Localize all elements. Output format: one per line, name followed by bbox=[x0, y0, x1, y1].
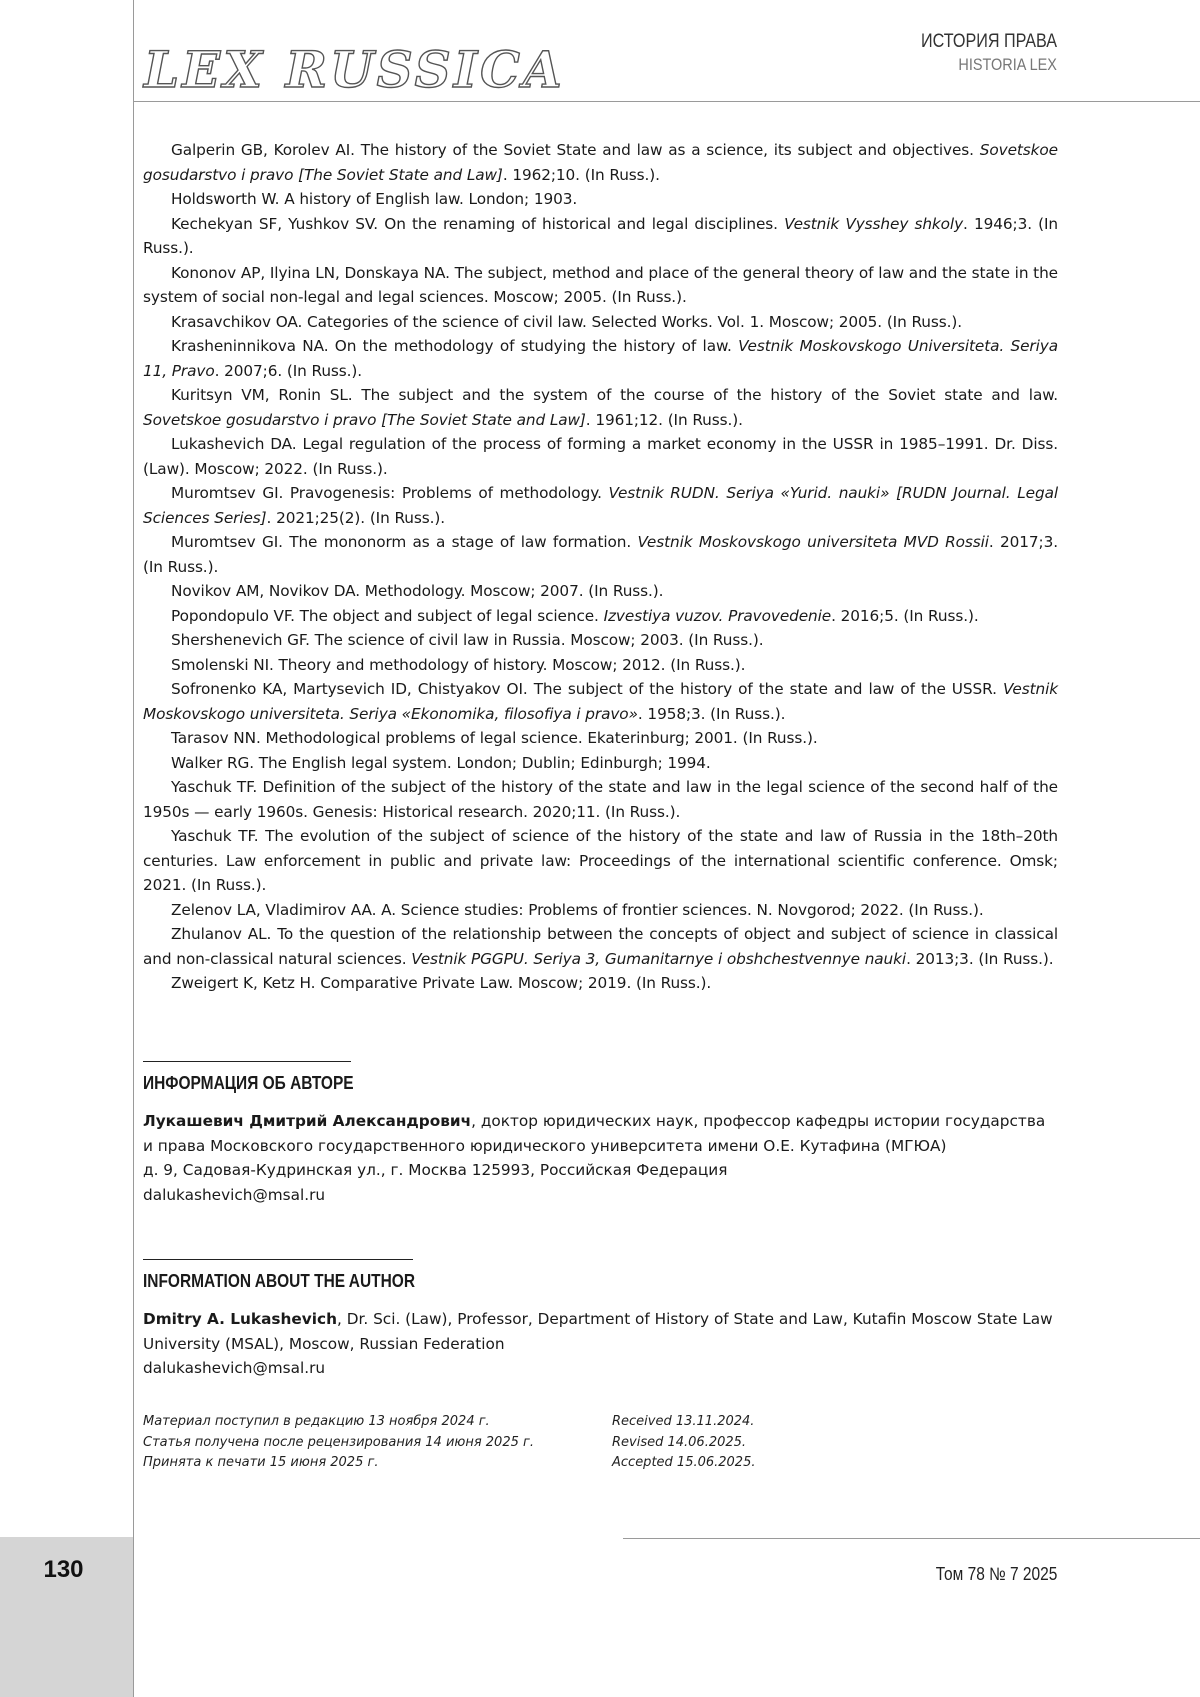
author-info-title-ru: ИНФОРМАЦИЯ ОБ АВТОРЕ bbox=[143, 1073, 354, 1093]
reference-text: Shershenevich GF. The science of civil law in Russia. Moscow; 2003. (In Russ.). bbox=[171, 631, 764, 649]
reference-text: . 1961;12. (In Russ.). bbox=[585, 410, 743, 429]
header-rule bbox=[133, 101, 1200, 102]
reference-item bbox=[143, 775, 1058, 824]
reference-item bbox=[143, 751, 1058, 776]
reference-item bbox=[143, 187, 1058, 212]
reference-source: Vestnik Moskovskogo universiteta MVD Rossii bbox=[637, 533, 989, 551]
author-address-ru: д. 9, Садовая-Кудринская ул., г. Москва 125993, Российская Федерация bbox=[143, 1161, 728, 1179]
author-email-ru: dalukashevich@msal.ru bbox=[143, 1185, 326, 1204]
author-desc-ru: , доктор юридических наук, профессор кафедры истории государства и права Московского государственного юридического университета имени О.Е. Кутафина (МГЮА) bbox=[143, 1112, 1046, 1155]
reference-text: Walker RG. The English legal system. London; Dublin; Edinburgh; 1994. bbox=[171, 753, 711, 772]
reference-text: . 1962;10. (In Russ.). bbox=[502, 165, 660, 184]
author-affiliation-ru bbox=[143, 1109, 1058, 1158]
reference-item bbox=[143, 334, 1058, 383]
author-info-en bbox=[143, 1307, 1058, 1381]
reference-item bbox=[143, 432, 1058, 481]
reference-text: Krasavchikov OA. Categories of the science of civil law. Selected Works. Vol. 1. Moscow; 2005. (In Russ.). bbox=[171, 312, 963, 331]
reference-text: Novikov AM, Novikov DA. Methodology. Moscow; 2007. (In Russ.). bbox=[171, 582, 664, 600]
reference-text: . 2017;3. (In Russ.). bbox=[143, 533, 1058, 576]
issue-info: Том 78 № 7 2025 bbox=[935, 1564, 1057, 1584]
reference-text: Yaschuk TF. Definition of the subject of the history of the state and law in the legal science of the second half of the 1950s — early 1960s. Genesis: Historical research. 2020;11. (In Russ.). bbox=[143, 778, 1058, 821]
reference-text: Galperin GB, Korolev AI. The history of the Soviet State and law as a science, its subject and objectives. bbox=[171, 141, 980, 159]
reference-item bbox=[143, 898, 1058, 923]
reference-text: Lukashevich DA. Legal regulation of the process of forming a market economy in the USSR in 1985–1991. Dr. Diss. (Law). Moscow; 2022. (In Russ.). bbox=[143, 435, 1058, 478]
reference-item bbox=[143, 971, 1058, 996]
reference-item bbox=[143, 726, 1058, 751]
reference-item bbox=[143, 310, 1058, 335]
dates-en bbox=[612, 1412, 755, 1474]
reference-item bbox=[143, 653, 1058, 678]
reference-source: Sovetskoe gosudarstvo i pravo [The Soviet State and Law] bbox=[143, 410, 586, 429]
date-revised-ru: Статья получена после рецензирования 14 июня 2025 г. bbox=[143, 1434, 534, 1450]
footer-rule bbox=[623, 1538, 1200, 1539]
author-name-en: Dmitry A. Lukashevich bbox=[143, 1310, 337, 1328]
author-affiliation-en bbox=[143, 1307, 1058, 1356]
author-name-ru: Лукашевич Дмитрий Александрович bbox=[143, 1112, 472, 1130]
reference-text: Krasheninnikova NA. On the methodology of studying the history of law. bbox=[171, 337, 739, 355]
reference-text: Zelenov LA, Vladimirov AA. A. Science studies: Problems of frontier sciences. N. Novgorod; 2022. (In Russ.). bbox=[171, 900, 984, 919]
reference-source: Vestnik Moskovskogo universiteta. Seriya «Ekonomika, filosofiya i pravo» bbox=[143, 680, 1058, 723]
reference-item bbox=[143, 383, 1058, 432]
reference-source: Sovetskoe gosudarstvo i pravo [The Soviet State and Law] bbox=[143, 141, 1058, 184]
reference-text: Holdsworth W. A history of English law. London; 1903. bbox=[171, 190, 578, 208]
section-rule-en bbox=[143, 1259, 413, 1260]
author-info-ru bbox=[143, 1109, 1058, 1207]
reference-item bbox=[143, 530, 1058, 579]
reference-item bbox=[143, 138, 1058, 187]
reference-item bbox=[143, 824, 1058, 898]
reference-text: Kechekyan SF, Yushkov SV. On the renaming of historical and legal disciplines. bbox=[171, 214, 785, 233]
reference-text: Smolenski NI. Theory and methodology of history. Moscow; 2012. (In Russ.). bbox=[171, 655, 746, 674]
reference-source: Vestnik Vysshey shkoly bbox=[784, 214, 964, 233]
reference-text: Zweigert K, Ketz H. Comparative Private Law. Moscow; 2019. (In Russ.). bbox=[171, 974, 712, 992]
reference-text: Zhulanov AL. To the question of the relationship between the concepts of object and subject of science in classical and non-classical natural sciences. bbox=[143, 925, 1058, 968]
reference-text: . 2016;5. (In Russ.). bbox=[831, 606, 979, 625]
dates-ru bbox=[143, 1412, 534, 1474]
date-accepted-ru: Принята к печати 15 июня 2025 г. bbox=[143, 1455, 379, 1470]
reference-text: Muromtsev GI. Pravogenesis: Problems of methodology. bbox=[171, 484, 609, 502]
date-received-ru: Материал поступил в редакцию 13 ноября 2024 г. bbox=[143, 1414, 490, 1429]
date-revised-en: Revised 14.06.2025. bbox=[612, 1434, 747, 1450]
reference-text: Kuritsyn VM, Ronin SL. The subject and the system of the course of the history of the Soviet state and law. bbox=[171, 386, 1058, 404]
page-number: 130 bbox=[43, 1556, 84, 1583]
reference-text: . 2021;25(2). (In Russ.). bbox=[266, 508, 446, 527]
reference-item bbox=[143, 604, 1058, 629]
date-accepted-en: Accepted 15.06.2025. bbox=[612, 1455, 756, 1470]
author-info-title-en: INFORMATION ABOUT THE AUTHOR bbox=[143, 1271, 416, 1291]
reference-item bbox=[143, 628, 1058, 653]
author-desc-en: , Dr. Sci. (Law), Professor, Department of History of State and Law, Kutafin Moscow State Law University (MSAL), Moscow, Russian Federation bbox=[143, 1310, 1053, 1353]
reference-item bbox=[143, 261, 1058, 310]
left-margin bbox=[0, 0, 134, 1697]
reference-text: . 2007;6. (In Russ.). bbox=[214, 361, 363, 380]
section-rule-ru bbox=[143, 1061, 351, 1062]
reference-text: . 2013;3. (In Russ.). bbox=[906, 949, 1054, 968]
reference-item bbox=[143, 579, 1058, 604]
reference-source: Vestnik Moskovskogo Universiteta. Seriya 11, Pravo bbox=[143, 337, 1058, 380]
reference-item bbox=[143, 677, 1058, 726]
reference-text: Sofronenko KA, Martysevich ID, Chistyakov OI. The subject of the history of the state and law of the USSR. bbox=[171, 680, 1003, 698]
reference-item bbox=[143, 212, 1058, 261]
rubric-title-ru: ИСТОРИЯ ПРАВА bbox=[920, 31, 1057, 52]
reference-text: Yaschuk TF. The evolution of the subject of science of the history of the state and law of Russia in the 18th–20th centuries. Law enforcement in public and private law: Proceedings of the international scientific conference. Omsk; 2021. (In Russ.). bbox=[143, 827, 1058, 894]
reference-source: Izvestiya vuzov. Pravovedenie bbox=[603, 606, 832, 625]
reference-item bbox=[143, 922, 1058, 971]
reference-list bbox=[143, 138, 1058, 996]
date-received-en: Received 13.11.2024. bbox=[612, 1414, 755, 1429]
reference-item bbox=[143, 481, 1058, 530]
reference-text: Tarasov NN. Methodological problems of legal science. Ekaterinburg; 2001. (In Russ.). bbox=[171, 729, 818, 747]
reference-source: Vestnik PGGPU. Seriya 3, Gumanitarnye i obshchestvennye nauki bbox=[411, 949, 907, 968]
reference-source: Vestnik RUDN. Seriya «Yurid. nauki» [RUDN Journal. Legal Sciences Series] bbox=[143, 484, 1058, 527]
reference-text: . 1958;3. (In Russ.). bbox=[637, 704, 786, 723]
reference-text: Muromtsev GI. The mononorm as a stage of law formation. bbox=[171, 533, 638, 551]
reference-text: . 1946;3. (In Russ.). bbox=[143, 214, 1059, 257]
author-email-en: dalukashevich@msal.ru bbox=[143, 1359, 326, 1377]
journal-logo: LEX RUSSICA bbox=[144, 40, 565, 99]
reference-text: Kononov AP, Ilyina LN, Donskaya NA. The subject, method and place of the general theory of law and the state in the system of social non-legal and legal sciences. Moscow; 2005. (In Russ.). bbox=[143, 263, 1058, 306]
reference-text: Popondopulo VF. The object and subject of legal science. bbox=[171, 606, 604, 625]
rubric-title-latin: HISTORIA LEX bbox=[958, 55, 1057, 74]
